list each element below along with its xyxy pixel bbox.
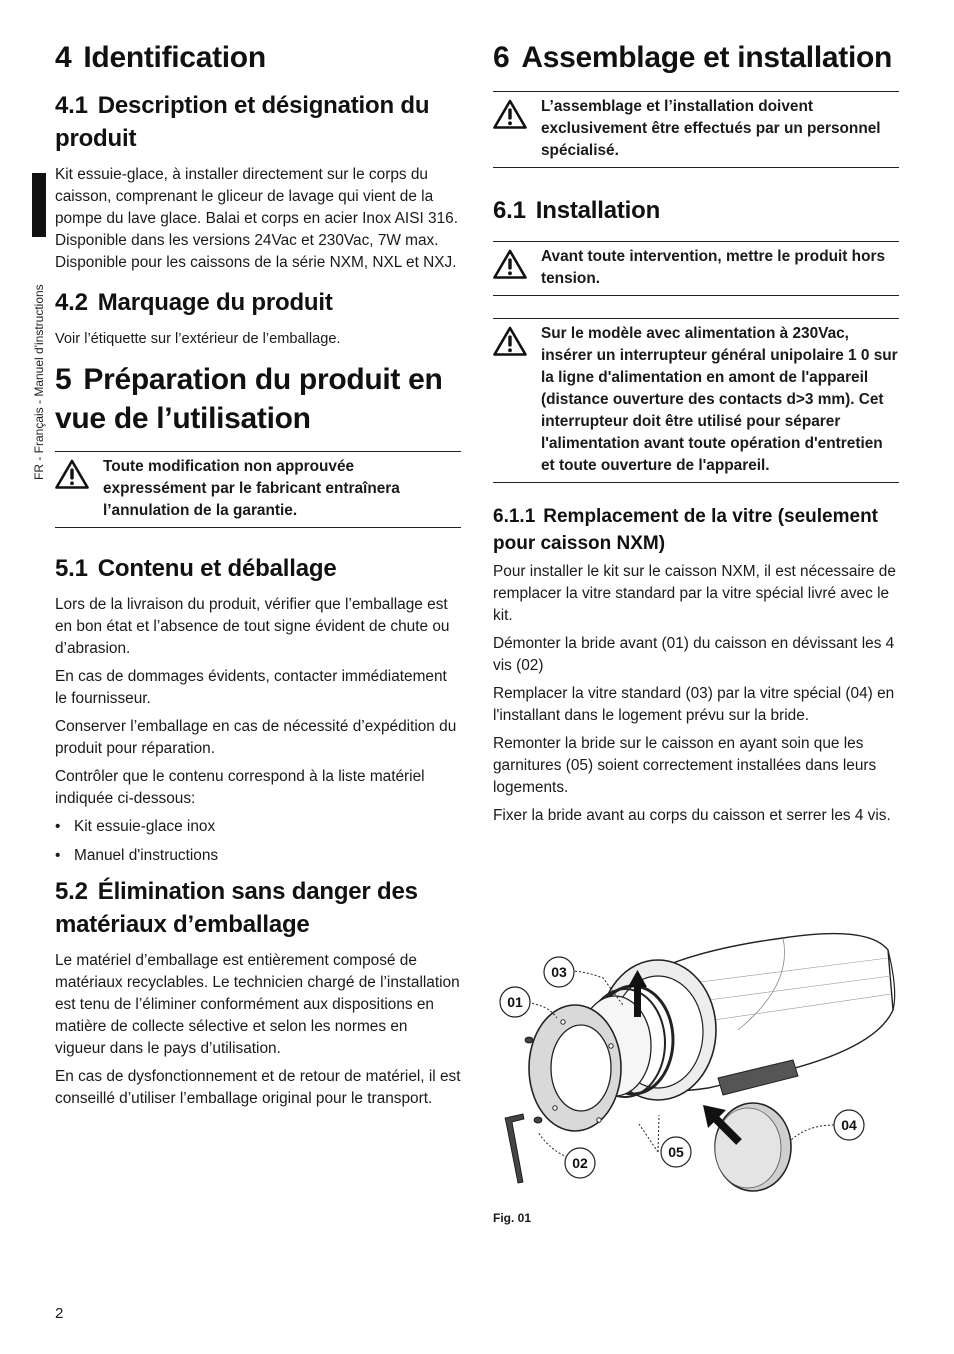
section-4-heading [55, 38, 461, 77]
warning-text: Avant toute intervention, mettre le produit hors tension. [541, 248, 886, 287]
section-number: 6.1.1 [493, 506, 536, 527]
warning-box [493, 318, 899, 483]
section-4-1-heading [55, 89, 461, 155]
warning-icon [493, 246, 541, 284]
section-title: Contenu et déballage [97, 555, 337, 582]
warning-text: L’assemblage et l’installation doivent exclusivement être effectués par un personnel spécialisé. [541, 98, 881, 159]
bullet: • [55, 818, 61, 835]
paragraph: Conserver l’emballage en cas de nécessité d’expédition du produit pour réparation. [55, 718, 457, 757]
section-6-1-1-heading [493, 503, 899, 557]
warning-box [493, 91, 899, 168]
paragraph: En cas de dommages évidents, contacter immédiatement le fournisseur. [55, 668, 447, 707]
svg-text:01: 01 [507, 994, 523, 1010]
list-item [55, 845, 461, 867]
marking-text: Voir l’étiquette sur l’extérieur de l’emballage. [55, 331, 341, 347]
left-column [55, 38, 461, 1116]
warning-text: Sur le modèle avec alimentation à 230Vac, insérer un interrupteur général unipolaire 1 0 sur la ligne d'alimentation en amont de l'appareil (distance ouverture des contacts d>3 mm). Cet interrupteur doit être utilisé pour séparer l'alimentation avant toute opération d'entretien et toute ouverture de l'appareil. [541, 325, 898, 474]
list-item-text: Manuel d'instructions [74, 847, 219, 864]
paragraph: Contrôler que le contenu correspond à la liste matériel indiquée ci-dessous: [55, 768, 425, 807]
right-column [493, 38, 899, 833]
section-title: Identification [83, 41, 266, 74]
assembly-illustration [493, 910, 903, 1210]
list-item-text: Kit essuie-glace inox [74, 818, 216, 835]
svg-text:04: 04 [841, 1117, 857, 1133]
section-number: 4.2 [55, 289, 88, 316]
assembly-figure [493, 910, 903, 1210]
product-description: Kit essuie-glace, à installer directement sur le corps du caisson, comprenant le gliceur de lavage qui vient de la pompe du lave glace. Balai et corps en acier Inox AISI 316. Disponible dans les versions 24Vac et 230Vac, 7W max. Disponible pour les caissons de la série NXM, NXL et NXJ. [55, 166, 458, 271]
callout-05 [661, 1137, 691, 1167]
section-6-heading [493, 38, 899, 77]
svg-text:02: 02 [572, 1155, 588, 1171]
warning-box [493, 241, 899, 296]
callout-04 [834, 1110, 864, 1140]
allen-key [505, 1114, 524, 1183]
section-number: 5.2 [55, 878, 88, 905]
section-6-1-heading [493, 194, 899, 227]
paragraph: Pour installer le kit sur le caisson NXM, il est nécessaire de remplacer la vitre standard par la vitre spécial livré avec le kit. [493, 563, 896, 624]
callout-01 [500, 987, 530, 1017]
paragraph: Le matériel d’emballage est entièrement composé de matériaux recyclables. Le technicien chargé de l’installation est tenu de l’éliminer conformément aux dispositions en matière de collecte sélective et selon les normes en vigueur dans le pays d’utilisation. [55, 952, 460, 1057]
warning-icon [55, 456, 103, 494]
page-number: 2 [55, 1305, 64, 1322]
contents-list [55, 816, 461, 867]
callout-03 [544, 957, 574, 987]
section-title: Remplacement de la vitre (seulement pour caisson NXM) [493, 506, 879, 554]
section-title: Élimination sans danger des matériaux d’emballage [55, 878, 418, 938]
section-5-2-heading [55, 875, 461, 941]
warning-icon [493, 323, 541, 361]
callout-02 [565, 1148, 595, 1178]
section-number: 5 [55, 363, 72, 396]
paragraph: En cas de dysfonctionnement et de retour de matériel, il est conseillé d’utiliser l’emballage original pour le transport. [55, 1068, 461, 1107]
svg-text:03: 03 [551, 964, 567, 980]
warning-text: Toute modification non approuvée expressément par le fabricant entraînera l’annulation de la garantie. [103, 458, 400, 519]
sidebar-label: FR - Français - Manuel d'instructions [32, 284, 46, 480]
svg-text:05: 05 [668, 1144, 684, 1160]
section-number: 6 [493, 41, 510, 74]
section-number: 4.1 [55, 92, 88, 119]
paragraph: Fixer la bride avant au corps du caisson et serrer les 4 vis. [493, 807, 891, 824]
figure-caption: Fig. 01 [493, 1211, 532, 1225]
section-title: Marquage du produit [97, 289, 333, 316]
paragraph: Remplacer la vitre standard (03) par la vitre spécial (04) en l'installant dans le logement prévu sur la bride. [493, 685, 895, 724]
warning-box [55, 451, 461, 528]
section-title: Assemblage et installation [521, 41, 893, 74]
section-title: Installation [535, 197, 661, 224]
arrow-up-shaft [634, 985, 641, 1017]
section-title: Description et désignation du produit [55, 92, 430, 152]
paragraph: Lors de la livraison du produit, vérifier que l’emballage est en bon état et l’absence de tout signe évident de chute ou d’abrasion. [55, 596, 450, 657]
section-5-heading [55, 360, 461, 438]
section-number: 5.1 [55, 555, 88, 582]
section-5-1-heading [55, 552, 461, 585]
section-number: 4 [55, 41, 72, 74]
paragraph: Démonter la bride avant (01) du caisson en dévissant les 4 vis (02) [493, 635, 895, 674]
paragraph: Remonter la bride sur le caisson en ayant soin que les garnitures (05) soient correctement installées dans leurs logements. [493, 735, 877, 796]
list-item [55, 816, 461, 838]
bullet: • [55, 847, 61, 864]
sidebar-marker [32, 173, 46, 237]
section-4-2-heading [55, 286, 461, 319]
section-number: 6.1 [493, 197, 526, 224]
section-title: Préparation du produit en vue de l’utilisation [55, 363, 443, 435]
warning-icon [493, 96, 541, 134]
